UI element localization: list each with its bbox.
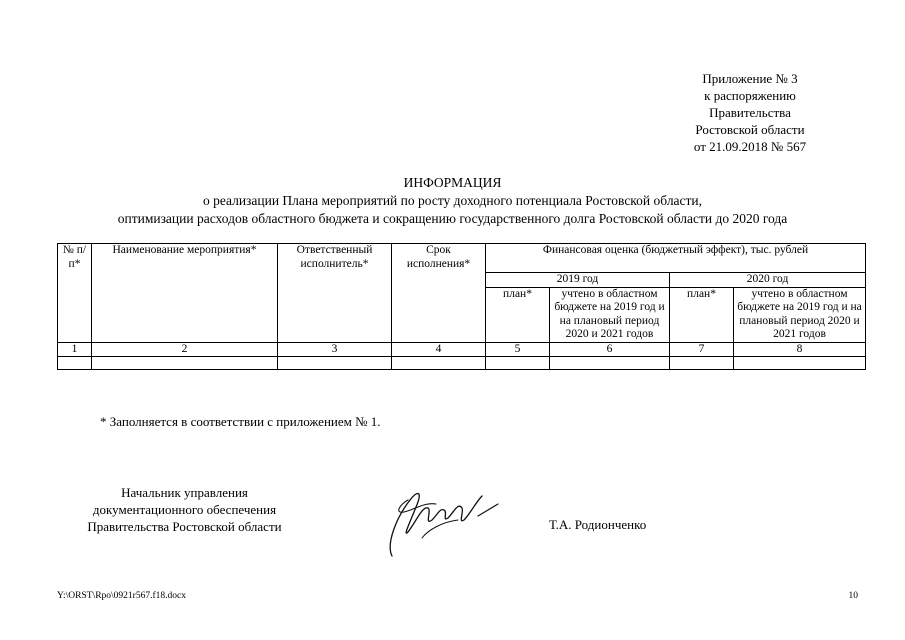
file-path: Y:\ORST\Rpo\0921r567.f18.docx [57,591,186,601]
table-cell [392,357,486,370]
header-cell-financial: Финансовая оценка (бюджетный эффект), тыс. рублей [486,244,866,273]
table-cell [734,357,866,370]
header-cell-budget-2019: учтено в областном бюджете на 2019 год и на плановый период 2020 и 2021 годов [550,287,670,342]
table-cell [670,357,734,370]
table-cell [486,357,550,370]
footnote: * Заполняется в соответствии с приложением № 1. [100,414,381,429]
table-cell [92,357,278,370]
page-number: 10 [848,591,858,601]
header-cell-plan-2020: план* [670,287,734,342]
column-number-cell: 7 [670,342,734,357]
table-header-row [58,244,866,273]
signer-name: Т.А. Родионченко [549,517,647,532]
header-cell-plan-2019: план* [486,287,550,342]
table-cell [278,357,392,370]
header-cell-name: Наименование мероприятия* [92,244,278,343]
handwritten-signature [382,478,502,562]
annex-line: Ростовской области [695,122,805,137]
document-subtitle-line: оптимизации расходов областного бюджета и сокращению государственного долга Ростовской области до 2020 года [117,211,788,226]
table-cell [58,357,92,370]
annex-line: Приложение № 3 [702,71,798,86]
table-row [58,357,866,370]
column-number-cell: 4 [392,342,486,357]
header-cell-deadline: Срок исполнения* [392,244,486,343]
column-number-cell: 5 [486,342,550,357]
column-number-cell: 8 [734,342,866,357]
signer-position-line: Начальник управления [121,485,248,500]
signer-position-line: Правительства Ростовской области [87,519,282,534]
signer-position-line: документационного обеспечения [92,502,277,517]
annex-line: к распоряжению [704,88,796,103]
column-number-cell: 6 [550,342,670,357]
column-number-cell: 3 [278,342,392,357]
document-heading [0,174,905,228]
annex-line: Правительства [709,105,791,120]
column-number-cell: 1 [58,342,92,357]
column-number-cell: 2 [92,342,278,357]
header-cell-number: № п/п* [58,244,92,343]
header-cell-year-2019: 2019 год [486,273,670,288]
header-cell-budget-2020: учтено в областном бюджете на 2019 год и на плановый период 2020 и 2021 годов [734,287,866,342]
annex-line: от 21.09.2018 № 567 [693,139,807,154]
table-cell [550,357,670,370]
information-table [57,243,866,370]
signer-position [57,484,312,535]
header-cell-year-2020: 2020 год [670,273,866,288]
column-number-row [58,342,866,357]
header-cell-responsible: Ответственный исполнитель* [278,244,392,343]
document-subtitle-line: о реализации Плана мероприятий по росту доходного потенциала Ростовской области, [202,193,703,208]
document-title: ИНФОРМАЦИЯ [403,175,502,190]
annex-block [655,70,845,155]
